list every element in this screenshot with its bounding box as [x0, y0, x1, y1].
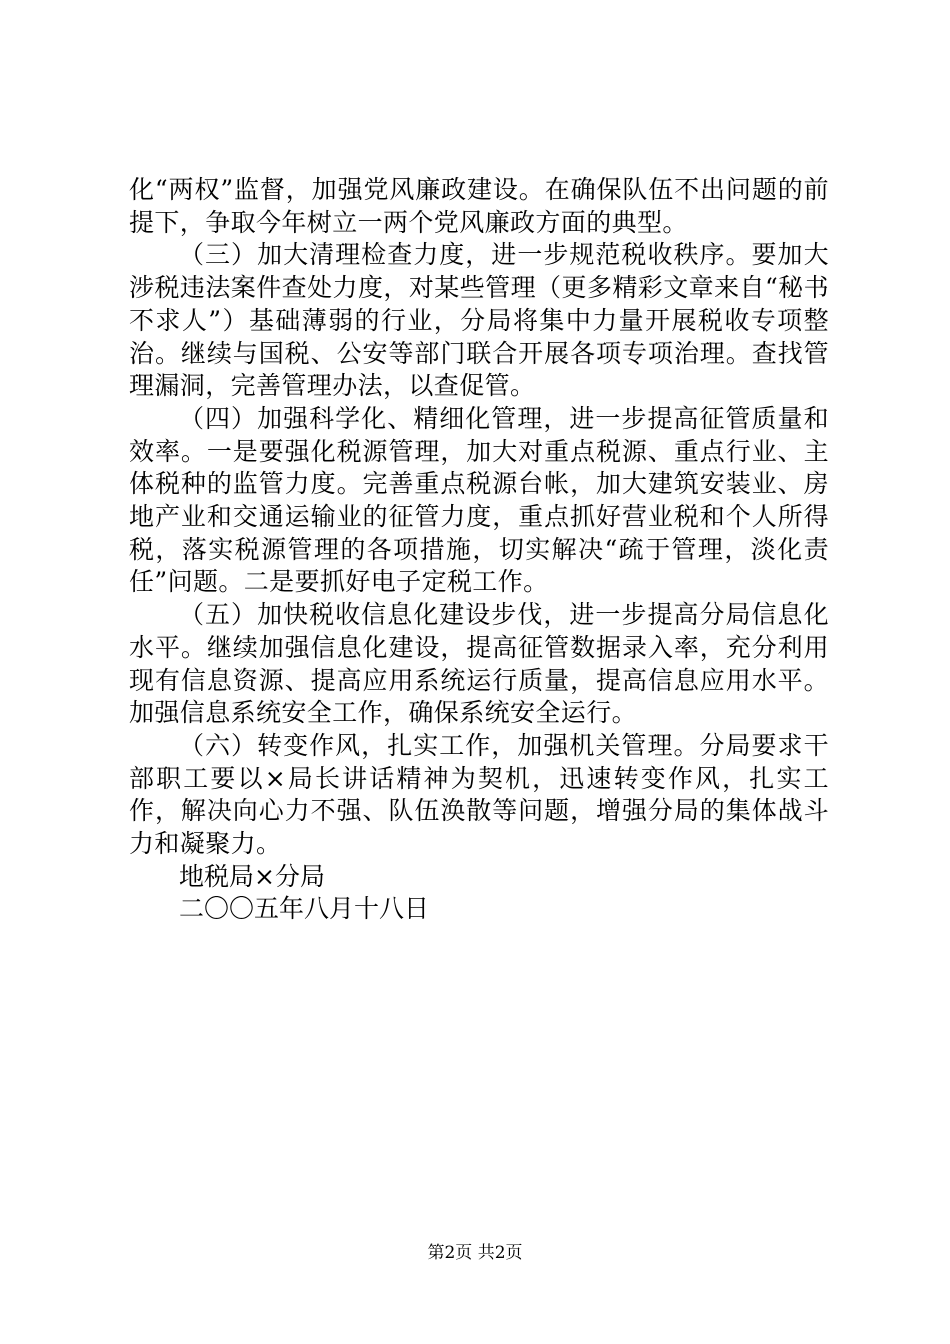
- paragraph-section-6: （六）转变作风，扎实工作，加强机关管理。分局要求干部职工要以×局长讲话精神为契机，迅速转变作风，扎实工作，解决向心力不强、队伍涣散等问题，增强分局的集体战斗力和凝聚力。: [129, 730, 829, 859]
- paragraph-section-4: （四）加强科学化、精细化管理，进一步提高征管质量和效率。一是要强化税源管理，加大对重点税源、重点行业、主体税种的监管力度。完善重点税源台帐，加大建筑安装业、房地产业和交通运输业的征管力度，重点抓好营业税和个人所得税，落实税源管理的各项措施，切实解决“疏于管理，淡化责任”问题。二是要抓好电子定税工作。: [129, 403, 829, 597]
- paragraph-section-3: （三）加大清理检查力度，进一步规范税收秩序。要加大涉税违法案件查处力度，对某些管理（更多精彩文章来自“秘书不求人”）基础薄弱的行业，分局将集中力量开展税收专项整治。继续与国税、公安等部门联合开展各项专项治理。查找管理漏洞，完善管理办法，以查促管。: [129, 240, 829, 401]
- page-footer: 第2页 共2页: [427, 1243, 523, 1263]
- document-body: [129, 174, 829, 926]
- signature: 地税局×分局: [179, 861, 325, 891]
- document-date: 二〇〇五年八月十八日: [179, 894, 430, 924]
- paragraph-section-5: （五）加快税收信息化建设步伐，进一步提高分局信息化水平。继续加强信息化建设，提高征管数据录入率，充分利用现有信息资源、提高应用系统运行质量，提高信息应用水平。加强信息系统安全工作，确保系统安全运行。: [129, 600, 829, 728]
- paragraph-continuation: 化“两权”监督，加强党风廉政建设。在确保队伍不出问题的前提下，争取今年树立一两个党风廉政方面的典型。: [129, 175, 829, 237]
